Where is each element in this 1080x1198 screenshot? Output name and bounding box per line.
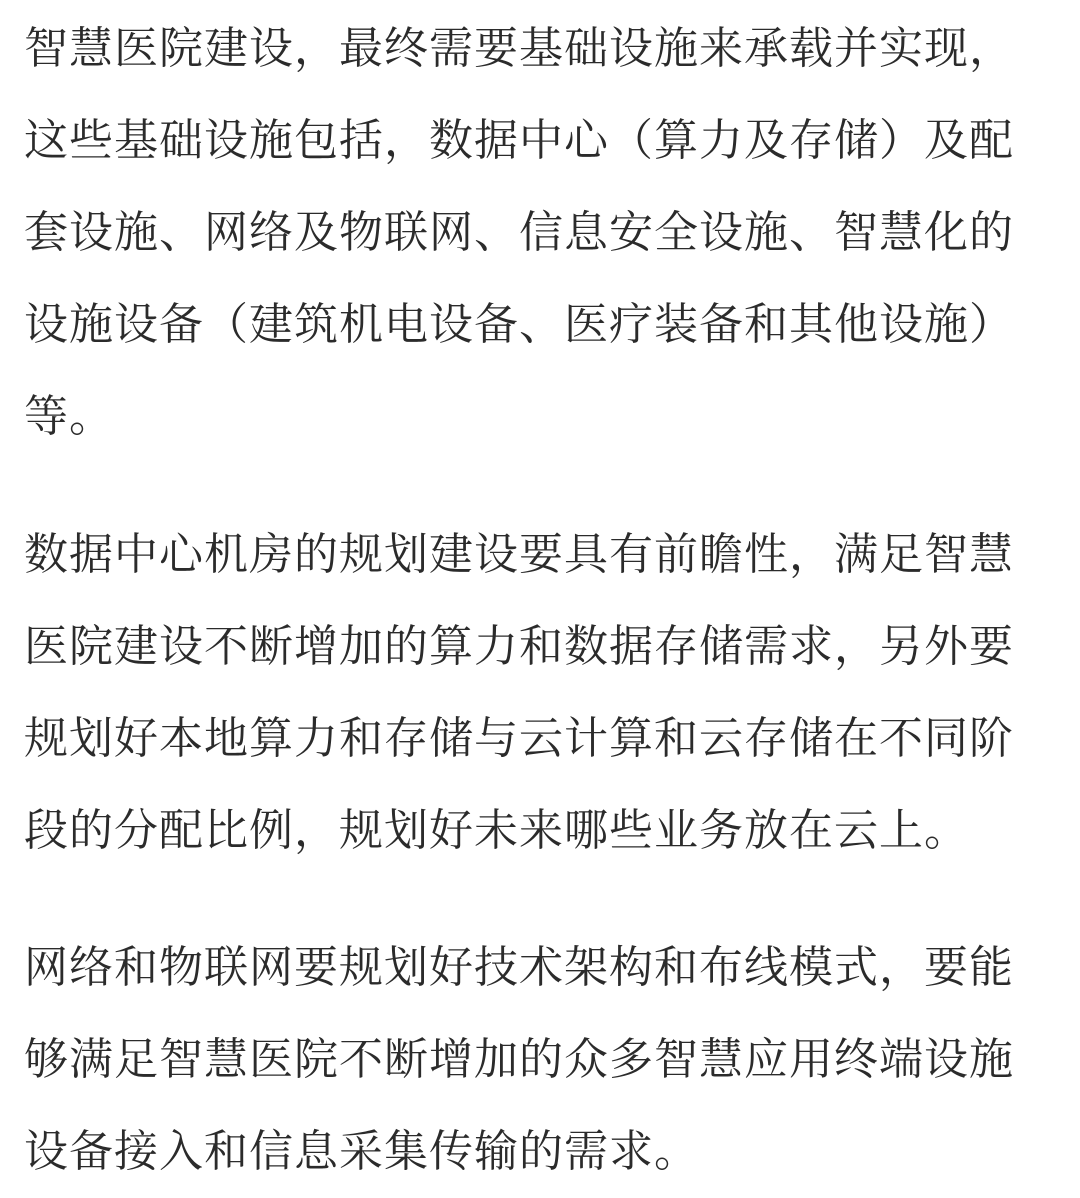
- paragraph-infrastructure: 智慧医院建设，最终需要基础设施来承载并实现， 这些基础设施包括，数据中心（算力及存储）及配 套设施、网络及物联网、信息安全设施、智慧化的 设施设备（建筑机电设备、医疗装备和其他设施） 等。: [24, 23, 1014, 442]
- paragraph-data-center: 数据中心机房的规划建设要具有前瞻性，满足智慧 医院建设不断增加的算力和数据存储需求，另外要 规划好本地算力和存储与云计算和云存储在不同阶 段的分配比例，规划好未来哪些业务放在云上。: [24, 529, 1014, 856]
- paragraph-network-iot: 网络和物联网要规划好技术架构和布线模式，要能 够满足智慧医院不断增加的众多智慧应用终端设施 设备接入和信息采集传输的需求。: [24, 942, 1014, 1177]
